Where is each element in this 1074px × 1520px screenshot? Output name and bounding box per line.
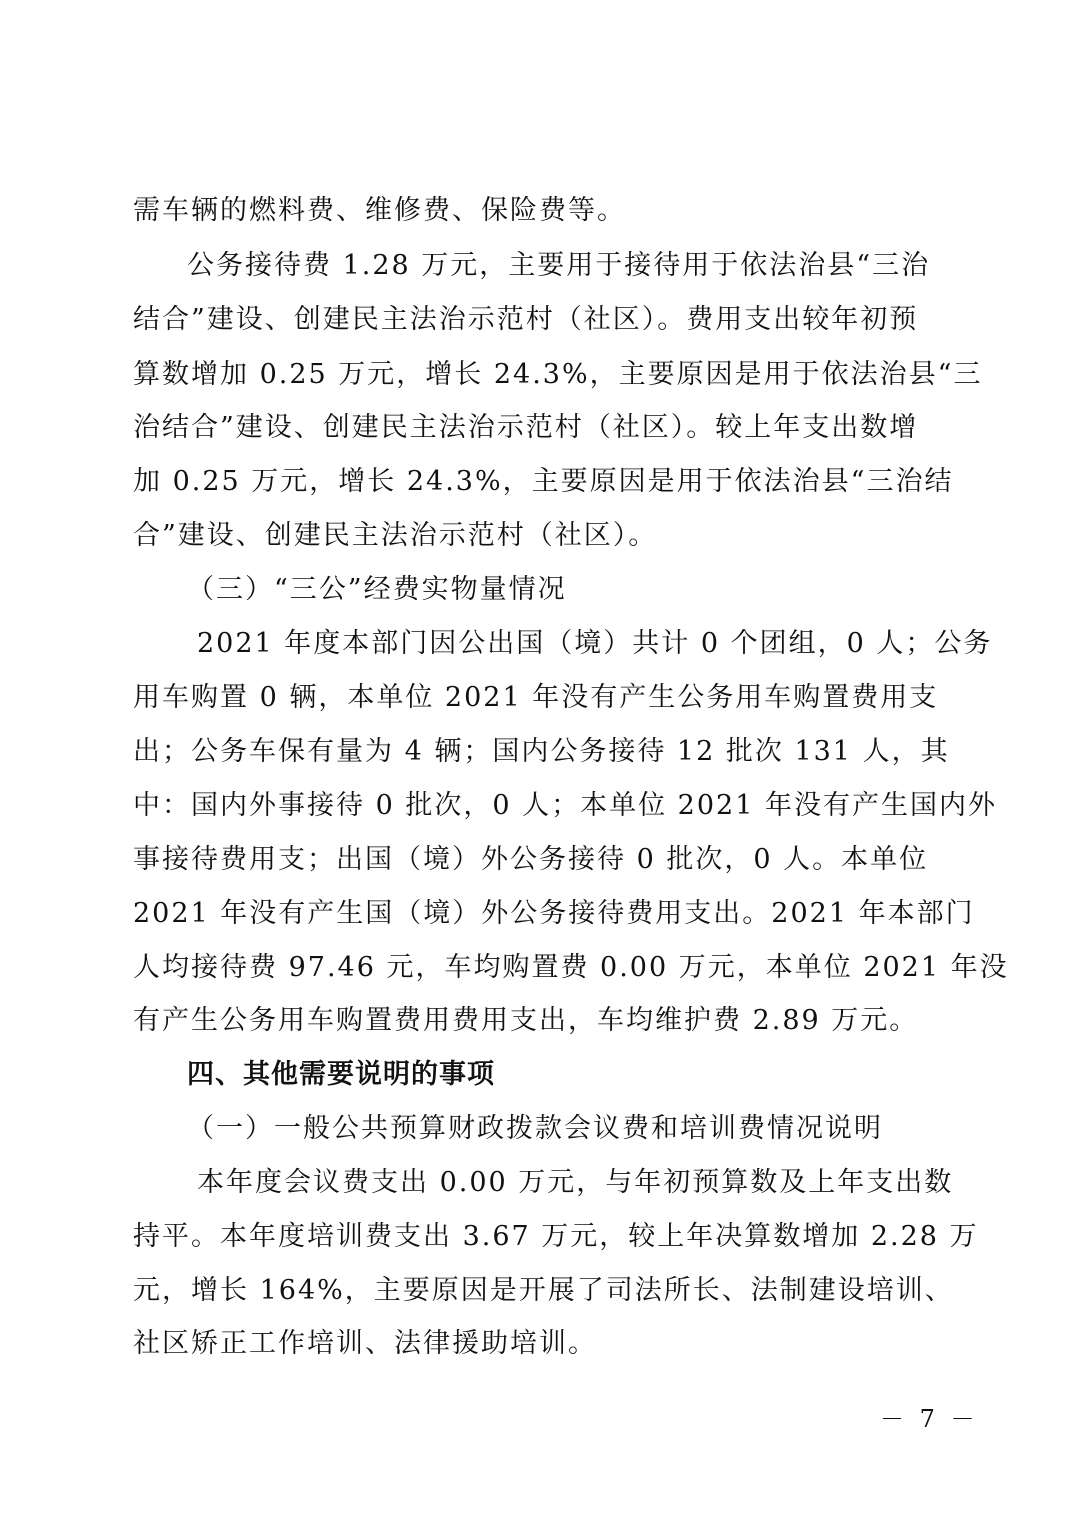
text-line: 2021 年度本部门因公出国（境）共计 0 个团组，0 人；公务 bbox=[197, 628, 993, 659]
text-line: 合”建设、创建民主法治示范村（社区）。 bbox=[133, 520, 658, 551]
text-line: 加 0.25 万元，增长 24.3%，主要原因是用于依法治县“三治结 bbox=[133, 466, 954, 497]
chapter-heading: 四、其他需要说明的事项 bbox=[187, 1059, 495, 1090]
text-line: 2021 年没有产生国（境）外公务接待费用支出。2021 年本部门 bbox=[133, 898, 975, 929]
text-line: 持平。本年度培训费支出 3.67 万元，较上年决算数增加 2.28 万 bbox=[133, 1221, 979, 1252]
page-number: － 7 － bbox=[880, 1405, 979, 1433]
text-line: 人均接待费 97.46 元，车均购置费 0.00 万元，本单位 2021 年没 bbox=[133, 952, 1009, 983]
text-line: 治结合”建设、创建民主法治示范村（社区）。较上年支出数增 bbox=[133, 412, 919, 443]
text-line: 元，增长 164%，主要原因是开展了司法所长、法制建设培训、 bbox=[133, 1275, 954, 1306]
section-heading: （一）一般公共预算财政拨款会议费和培训费情况说明 bbox=[187, 1113, 883, 1144]
text-line: 用车购置 0 辆，本单位 2021 年没有产生公务用车购置费用支 bbox=[133, 682, 939, 713]
text-line: 有产生公务用车购置费用费用支出，车均维护费 2.89 万元。 bbox=[133, 1005, 919, 1036]
text-line: 公务接待费 1.28 万元，主要用于接待用于依法治县“三治 bbox=[187, 250, 931, 281]
text-line: 事接待费用支；出国（境）外公务接待 0 批次，0 人。本单位 bbox=[133, 844, 929, 875]
text-line: 算数增加 0.25 万元，增长 24.3%，主要原因是用于依法治县“三 bbox=[133, 359, 983, 390]
text-line: 中：国内外事接待 0 批次，0 人；本单位 2021 年没有产生国内外 bbox=[133, 790, 997, 821]
text-line: 需车辆的燃料费、维修费、保险费等。 bbox=[133, 195, 626, 226]
section-heading: （三）“三公”经费实物量情况 bbox=[187, 574, 567, 605]
text-line: 出；公务车保有量为 4 辆；国内公务接待 12 批次 131 人，其 bbox=[133, 736, 950, 767]
text-line: 结合”建设、创建民主法治示范村（社区）。费用支出较年初预 bbox=[133, 304, 919, 335]
text-line: 本年度会议费支出 0.00 万元，与年初预算数及上年支出数 bbox=[197, 1167, 954, 1198]
text-line: 社区矫正工作培训、法律援助培训。 bbox=[133, 1328, 597, 1359]
